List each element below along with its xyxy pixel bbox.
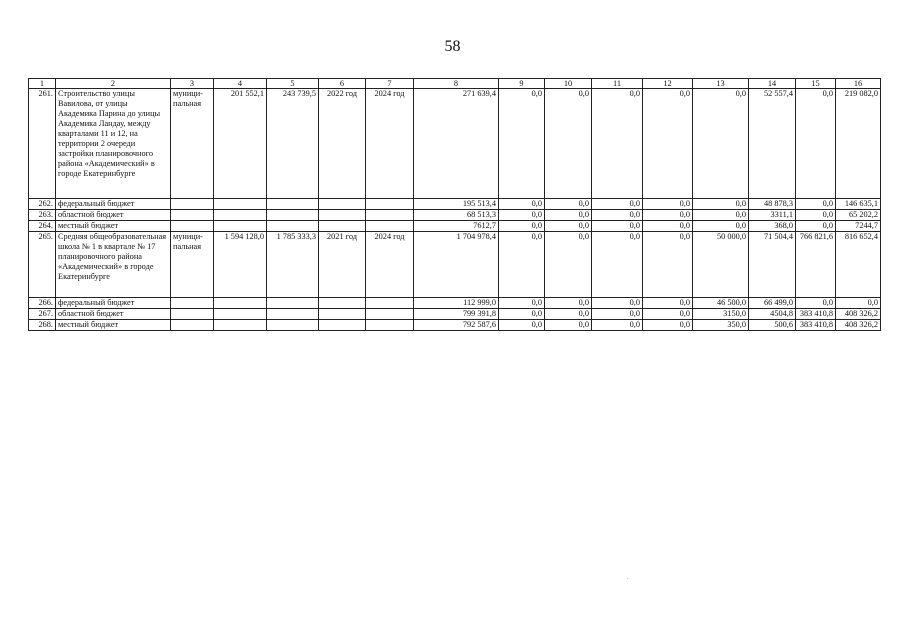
table-cell: 0,0 xyxy=(592,309,643,320)
table-cell: 0,0 xyxy=(592,210,643,221)
table-cell: 0,0 xyxy=(796,210,836,221)
header-cell: 11 xyxy=(592,79,643,89)
table-row xyxy=(29,298,881,309)
object-name: местный бюджет xyxy=(56,320,171,331)
table-cell: 0,0 xyxy=(592,199,643,210)
table-cell: 0,0 xyxy=(643,298,693,309)
table-cell: 0,0 xyxy=(545,210,592,221)
table-cell: 0,0 xyxy=(643,221,693,232)
table-cell: 0,0 xyxy=(643,320,693,331)
ownership-type xyxy=(171,210,214,221)
scan-speck xyxy=(627,578,628,579)
table-cell: 195 513,4 xyxy=(414,199,499,210)
table-cell: 7612,7 xyxy=(414,221,499,232)
end-year xyxy=(366,298,414,309)
ownership-type: муници-пальная xyxy=(171,89,214,199)
table-cell: 1 785 333,3 xyxy=(267,232,319,298)
table-cell: 71 504,4 xyxy=(749,232,796,298)
table-cell xyxy=(267,309,319,320)
table-cell: 0,0 xyxy=(592,89,643,199)
header-cell: 16 xyxy=(836,79,881,89)
end-year xyxy=(366,199,414,210)
table-cell: 0,0 xyxy=(643,199,693,210)
ownership-type: муници-пальная xyxy=(171,232,214,298)
table-cell: 48 878,3 xyxy=(749,199,796,210)
table-cell xyxy=(214,298,267,309)
table-cell: 50 000,0 xyxy=(693,232,749,298)
table-cell: 271 639,4 xyxy=(414,89,499,199)
end-year: 2024 год xyxy=(366,232,414,298)
table-cell: 0,0 xyxy=(643,232,693,298)
start-year xyxy=(319,221,366,232)
table-cell: 219 082,0 xyxy=(836,89,881,199)
table-cell: 201 552,1 xyxy=(214,89,267,199)
table-cell: 0,0 xyxy=(592,298,643,309)
table-cell: 0,0 xyxy=(499,210,545,221)
table-cell: 408 326,2 xyxy=(836,309,881,320)
header-cell: 1 xyxy=(29,79,56,89)
row-index: 263. xyxy=(29,210,56,221)
table-cell xyxy=(267,298,319,309)
object-name: областной бюджет xyxy=(56,309,171,320)
table-cell: 0,0 xyxy=(499,320,545,331)
header-cell: 10 xyxy=(545,79,592,89)
table-cell: 0,0 xyxy=(592,232,643,298)
start-year xyxy=(319,309,366,320)
header-cell: 15 xyxy=(796,79,836,89)
end-year xyxy=(366,320,414,331)
table-cell xyxy=(267,210,319,221)
object-name: местный бюджет xyxy=(56,221,171,232)
header-cell: 2 xyxy=(56,79,171,89)
page-number: 58 xyxy=(444,38,461,55)
table-cell: 0,0 xyxy=(592,320,643,331)
table-row xyxy=(29,221,881,232)
table-cell: 68 513,3 xyxy=(414,210,499,221)
table-cell xyxy=(214,199,267,210)
table-cell: 3311,1 xyxy=(749,210,796,221)
table-cell: 0,0 xyxy=(499,298,545,309)
table-cell: 7244,7 xyxy=(836,221,881,232)
ownership-type xyxy=(171,221,214,232)
table-cell: 0,0 xyxy=(796,89,836,199)
start-year: 2022 год xyxy=(319,89,366,199)
row-index: 268. xyxy=(29,320,56,331)
table-cell: 46 500,0 xyxy=(693,298,749,309)
header-cell: 3 xyxy=(171,79,214,89)
start-year xyxy=(319,320,366,331)
table-row xyxy=(29,309,881,320)
object-name: федеральный бюджет xyxy=(56,199,171,210)
row-index: 267. xyxy=(29,309,56,320)
table-row xyxy=(29,320,881,331)
object-name: федеральный бюджет xyxy=(56,298,171,309)
table-cell: 0,0 xyxy=(693,199,749,210)
table-cell: 0,0 xyxy=(796,199,836,210)
table-cell: 0,0 xyxy=(643,210,693,221)
table-cell xyxy=(214,320,267,331)
header-cell: 14 xyxy=(749,79,796,89)
table-cell xyxy=(214,221,267,232)
header-cell: 13 xyxy=(693,79,749,89)
table-cell: 0,0 xyxy=(796,298,836,309)
table-cell: 0,0 xyxy=(499,221,545,232)
row-index: 265. xyxy=(29,232,56,298)
object-name: Средняя общеобразовательная школа № 1 в квартале № 17 планировочного района «Академический» в городе Екатеринбурге xyxy=(56,232,171,298)
header-cell: 7 xyxy=(366,79,414,89)
table-cell: 0,0 xyxy=(499,232,545,298)
table-cell: 383 410,8 xyxy=(796,320,836,331)
table-cell: 0,0 xyxy=(643,89,693,199)
start-year xyxy=(319,210,366,221)
table-row xyxy=(29,89,881,199)
row-index: 261. xyxy=(29,89,56,199)
header-cell: 9 xyxy=(499,79,545,89)
budget-table xyxy=(28,78,881,331)
table-cell: 792 587,6 xyxy=(414,320,499,331)
end-year: 2024 год xyxy=(366,89,414,199)
row-index: 264. xyxy=(29,221,56,232)
header-cell: 8 xyxy=(414,79,499,89)
table-cell: 52 557,4 xyxy=(749,89,796,199)
header-cell: 5 xyxy=(267,79,319,89)
ownership-type xyxy=(171,298,214,309)
table-cell: 0,0 xyxy=(545,221,592,232)
table-cell: 1 704 978,4 xyxy=(414,232,499,298)
table-cell: 0,0 xyxy=(693,89,749,199)
object-name: Строительство улицы Вавилова, от улицы Академика Парина до улицы Академика Ландау, между кварталами 11 и 12, на территории 2 очереди застройки планировочного района «Академический» в городе Екатеринбурге xyxy=(56,89,171,199)
table-cell: 0,0 xyxy=(499,309,545,320)
start-year xyxy=(319,298,366,309)
header-cell: 4 xyxy=(214,79,267,89)
table-cell: 0,0 xyxy=(499,89,545,199)
row-index: 266. xyxy=(29,298,56,309)
ownership-type xyxy=(171,309,214,320)
table-cell: 0,0 xyxy=(693,221,749,232)
table-row xyxy=(29,232,881,298)
table-cell: 0,0 xyxy=(545,232,592,298)
start-year: 2021 год xyxy=(319,232,366,298)
table-cell xyxy=(214,309,267,320)
table-cell: 65 202,2 xyxy=(836,210,881,221)
ownership-type xyxy=(171,320,214,331)
end-year xyxy=(366,210,414,221)
table-cell xyxy=(267,199,319,210)
table-cell: 383 410,8 xyxy=(796,309,836,320)
table-cell: 766 821,6 xyxy=(796,232,836,298)
end-year xyxy=(366,309,414,320)
table-cell: 4504,8 xyxy=(749,309,796,320)
table-cell: 66 499,0 xyxy=(749,298,796,309)
table-cell: 0,0 xyxy=(545,199,592,210)
table-cell: 0,0 xyxy=(836,298,881,309)
table-cell xyxy=(267,320,319,331)
table-cell: 0,0 xyxy=(545,298,592,309)
table-cell: 112 999,0 xyxy=(414,298,499,309)
table-cell: 3150,0 xyxy=(693,309,749,320)
table-cell: 799 391,8 xyxy=(414,309,499,320)
header-cell: 6 xyxy=(319,79,366,89)
ownership-type xyxy=(171,199,214,210)
table-row xyxy=(29,199,881,210)
table-cell: 0,0 xyxy=(643,309,693,320)
header-cell: 12 xyxy=(643,79,693,89)
table-cell: 500,6 xyxy=(749,320,796,331)
table-cell: 368,0 xyxy=(749,221,796,232)
table-cell: 0,0 xyxy=(796,221,836,232)
object-name: областной бюджет xyxy=(56,210,171,221)
table-cell: 0,0 xyxy=(499,199,545,210)
table-cell: 0,0 xyxy=(545,320,592,331)
table-cell: 243 739,5 xyxy=(267,89,319,199)
end-year xyxy=(366,221,414,232)
start-year xyxy=(319,199,366,210)
header-row xyxy=(29,79,881,89)
table-cell: 350,0 xyxy=(693,320,749,331)
table-cell: 1 594 128,0 xyxy=(214,232,267,298)
table-cell: 0,0 xyxy=(545,309,592,320)
table-cell: 146 635,1 xyxy=(836,199,881,210)
table-cell: 0,0 xyxy=(592,221,643,232)
table-cell: 0,0 xyxy=(693,210,749,221)
table-cell: 816 652,4 xyxy=(836,232,881,298)
table-row xyxy=(29,210,881,221)
row-index: 262. xyxy=(29,199,56,210)
table-cell xyxy=(267,221,319,232)
table-cell: 408 326,2 xyxy=(836,320,881,331)
table-cell xyxy=(214,210,267,221)
table-cell: 0,0 xyxy=(545,89,592,199)
